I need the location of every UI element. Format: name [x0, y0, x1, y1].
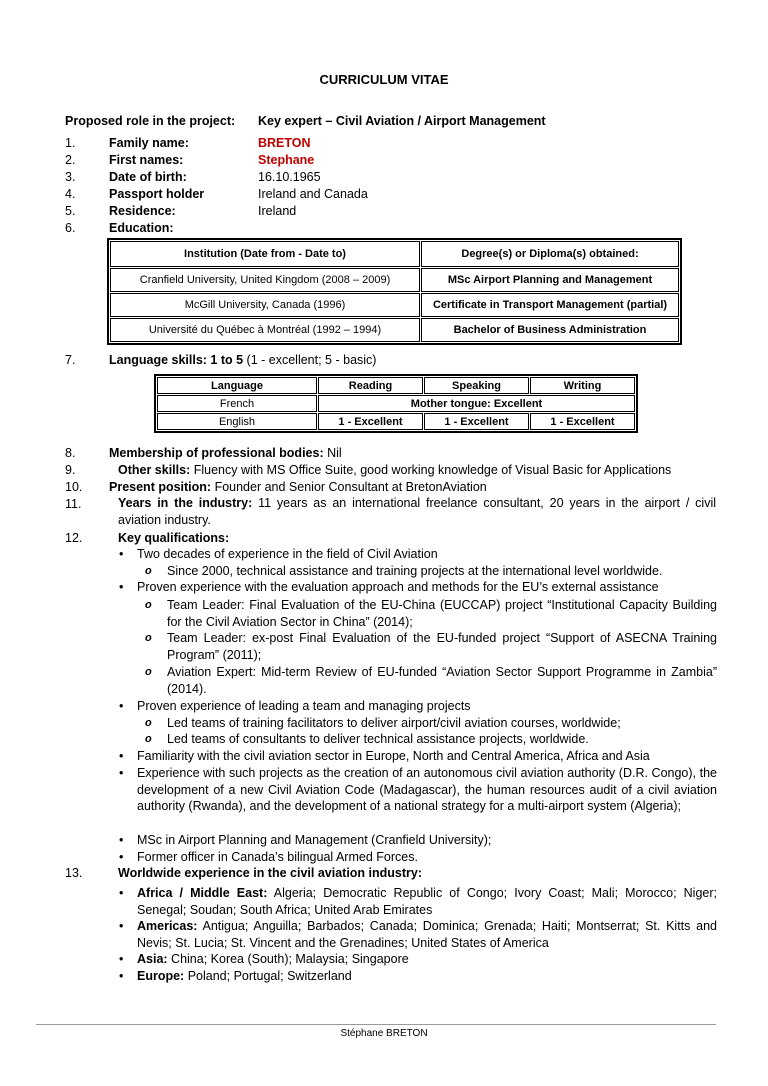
table-row: McGill University, Canada (1996) Certificate in Transport Management (partial) [110, 293, 679, 317]
table-row: Cranfield University, United Kingdom (2008 – 2009) MSc Airport Planning and Management [110, 268, 679, 292]
years-industry-text: Years in the industry: 11 years as an international freelance consultant, 20 years in the airport / civil aviation industry. [118, 496, 716, 527]
family-name-value: BRETON [258, 136, 311, 150]
footer-name: Stéphane BRETON [340, 1028, 428, 1039]
education-table [107, 238, 682, 345]
first-names-value: Stephane [258, 153, 315, 167]
table-row: English 1 - Excellent 1 - Excellent 1 - Excellent [157, 413, 635, 430]
edu-header-institution: Institution (Date from - Date to) [110, 241, 420, 267]
role-value: Key expert – Civil Aviation / Airport Management [258, 114, 546, 128]
page-title: CURRICULUM VITAE [319, 72, 449, 87]
edu-header-degree: Degree(s) or Diploma(s) obtained: [421, 241, 679, 267]
table-row: Université du Québec à Montréal (1992 – 1994) Bachelor of Business Administration [110, 318, 679, 342]
language-table: Language Reading Speaking Writing French Mother tongue: Excellent English 1 - Excellent 1 - Excellent 1 - Excellent [154, 374, 638, 433]
proposed-role [65, 114, 546, 128]
role-label: Proposed role in the project: [65, 114, 236, 128]
table-row: French Mother tongue: Excellent [157, 395, 635, 412]
footer-divider [36, 1024, 716, 1025]
